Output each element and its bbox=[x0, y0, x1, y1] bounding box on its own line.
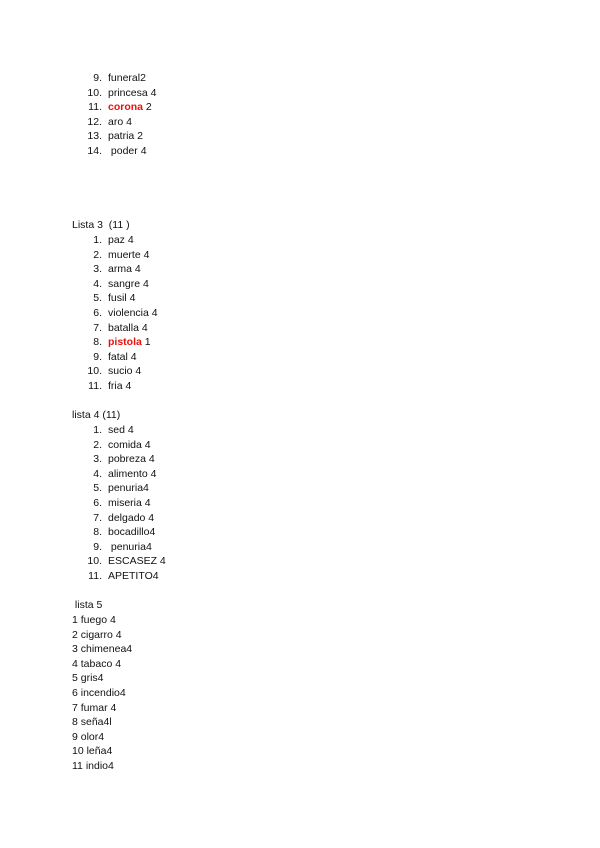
list-item-number: 4. bbox=[93, 467, 102, 480]
list-item-word: penuria4 bbox=[108, 482, 149, 495]
list-item bbox=[72, 233, 192, 248]
list-item: 9 olor4 bbox=[72, 730, 105, 743]
list-item-number: 2. bbox=[93, 438, 102, 451]
list-item: 5 gris4 bbox=[72, 672, 104, 685]
list-item-word: alimento 4 bbox=[108, 467, 157, 480]
list-item-number: 9. bbox=[93, 350, 102, 363]
list-item bbox=[72, 321, 192, 336]
list-item-word: muerte 4 bbox=[108, 248, 150, 261]
list-item bbox=[72, 540, 192, 555]
list-item-number: 10. bbox=[87, 86, 102, 99]
list-item-word: princesa 4 bbox=[108, 86, 157, 99]
list-item-text bbox=[108, 540, 152, 555]
list-item-text bbox=[108, 569, 159, 584]
list-item-word: comida 4 bbox=[108, 438, 151, 451]
list-item-word: bocadillo4 bbox=[108, 526, 156, 539]
list-item-number: 5. bbox=[93, 292, 102, 305]
list-item-text bbox=[108, 467, 156, 482]
list-item-number: 8. bbox=[93, 336, 102, 349]
list-item-word: fria 4 bbox=[108, 379, 132, 392]
list-item-word: paz 4 bbox=[108, 234, 134, 246]
list-item-text bbox=[108, 364, 141, 379]
list-item-word: miseria 4 bbox=[108, 496, 151, 509]
list-item bbox=[72, 496, 192, 511]
list-item-number: 11. bbox=[88, 569, 102, 582]
list-2-continuation bbox=[72, 71, 192, 159]
list-item-word: APETITO4 bbox=[108, 569, 159, 582]
list-item-text bbox=[108, 511, 154, 526]
list-item bbox=[72, 262, 192, 277]
list-item-word: delgado 4 bbox=[108, 511, 155, 524]
list-item-word: aro 4 bbox=[108, 115, 132, 128]
list-item-number: 4. bbox=[93, 277, 102, 290]
list-item: 8 seña4l bbox=[72, 716, 112, 729]
list-item-number: 6. bbox=[93, 496, 102, 509]
list-item-text bbox=[108, 100, 152, 115]
list-item-number: 10. bbox=[87, 365, 102, 378]
list-item: 3 chimenea4 bbox=[72, 643, 133, 656]
list-item bbox=[72, 350, 192, 365]
list-item bbox=[72, 481, 192, 496]
list-item-text bbox=[108, 233, 134, 248]
list-item-word: sangre 4 bbox=[108, 277, 149, 290]
list-item-number: 9. bbox=[93, 72, 102, 84]
list-item bbox=[72, 115, 192, 130]
list-item-text bbox=[108, 291, 135, 306]
list-item bbox=[72, 277, 192, 292]
list-item-text bbox=[108, 115, 132, 130]
list-item-text bbox=[108, 277, 149, 292]
list-5-heading: lista 5 bbox=[72, 599, 103, 611]
list-item-number: 13. bbox=[87, 130, 102, 143]
list-item-word: sucio 4 bbox=[108, 365, 142, 378]
list-item bbox=[72, 379, 192, 394]
list-item bbox=[72, 129, 192, 144]
list-item bbox=[72, 423, 192, 438]
highlighted-word: pistola bbox=[108, 336, 142, 349]
list-item-text bbox=[108, 248, 149, 263]
list-item-word: violencia 4 bbox=[108, 306, 158, 319]
list-item-number: 8. bbox=[93, 526, 102, 539]
list-item-number: 12. bbox=[87, 115, 102, 128]
list-item-number: 3. bbox=[93, 263, 102, 276]
list-item bbox=[72, 306, 192, 321]
list-item-number: 14. bbox=[87, 144, 102, 157]
list-item: 7 fumar 4 bbox=[72, 701, 117, 714]
list-item: 2 cigarro 4 bbox=[72, 628, 122, 641]
list-item-word: fatal 4 bbox=[108, 350, 137, 363]
list-5 bbox=[72, 613, 132, 774]
list-item-word: ESCASEZ 4 bbox=[108, 555, 166, 568]
list-item bbox=[72, 248, 192, 263]
list-item-word: arma 4 bbox=[108, 263, 141, 276]
list-item-number: 10. bbox=[87, 555, 102, 568]
list-item-text bbox=[108, 379, 131, 394]
list-item bbox=[72, 335, 192, 350]
list-item-number: 7. bbox=[93, 321, 102, 334]
list-item-text bbox=[108, 423, 134, 438]
highlighted-word: corona bbox=[108, 101, 144, 114]
list-item-score: 2 bbox=[143, 101, 152, 114]
list-item-word: patria 2 bbox=[108, 130, 144, 143]
list-4-heading: lista 4 (11) bbox=[72, 409, 121, 421]
list-item bbox=[72, 467, 192, 482]
list-item-text bbox=[108, 481, 149, 496]
list-item-text bbox=[108, 452, 155, 467]
list-item-text bbox=[108, 335, 151, 350]
list-item-word: penuria4 bbox=[108, 540, 152, 553]
list-item bbox=[72, 291, 192, 306]
list-item-number: 2. bbox=[93, 248, 102, 261]
list-item-number: 3. bbox=[93, 453, 102, 466]
list-item-text bbox=[108, 321, 148, 336]
list-3-heading: Lista 3 (11 ) bbox=[72, 219, 130, 231]
list-item-number: 11. bbox=[88, 101, 102, 114]
list-item: 6 incendio4 bbox=[72, 686, 126, 699]
list-item bbox=[72, 100, 192, 115]
list-item: 10 leña4 bbox=[72, 745, 113, 758]
list-item bbox=[72, 452, 192, 467]
list-item bbox=[72, 569, 192, 584]
list-item-word: batalla 4 bbox=[108, 321, 148, 334]
list-4 bbox=[72, 423, 192, 584]
list-item bbox=[72, 144, 192, 159]
list-item: 4 tabaco 4 bbox=[72, 657, 122, 670]
list-item-text bbox=[108, 129, 143, 144]
list-item-word: poder 4 bbox=[108, 144, 147, 157]
list-item-number: 9. bbox=[93, 540, 102, 553]
list-item bbox=[72, 554, 192, 569]
list-item-text bbox=[108, 86, 156, 101]
list-3 bbox=[72, 233, 192, 394]
list-item-word: pobreza 4 bbox=[108, 453, 155, 466]
list-item-word: fusil 4 bbox=[108, 292, 136, 305]
list-item-number: 5. bbox=[93, 482, 102, 495]
list-item bbox=[72, 511, 192, 526]
list-item: 11 indio4 bbox=[72, 759, 114, 772]
list-item: 1 fuego 4 bbox=[72, 614, 116, 626]
list-item bbox=[72, 71, 192, 86]
list-item-text bbox=[108, 306, 158, 321]
list-item-number: 7. bbox=[93, 511, 102, 524]
list-item bbox=[72, 86, 192, 101]
list-item-text bbox=[108, 554, 166, 569]
list-item-score: 1 bbox=[141, 336, 151, 349]
list-item-text bbox=[108, 262, 141, 277]
list-item-word: funeral2 bbox=[108, 72, 146, 84]
list-item-number: 11. bbox=[88, 379, 102, 392]
list-item-text bbox=[108, 144, 147, 159]
list-item bbox=[72, 525, 192, 540]
list-item-number: 1. bbox=[93, 424, 102, 436]
list-item-number: 6. bbox=[93, 306, 102, 319]
list-item-text bbox=[108, 525, 155, 540]
list-item-number: 1. bbox=[93, 234, 102, 246]
list-item bbox=[72, 364, 192, 379]
list-item bbox=[72, 438, 192, 453]
list-item-word: sed 4 bbox=[108, 424, 134, 436]
list-item-text bbox=[108, 496, 151, 511]
list-item-text bbox=[108, 438, 151, 453]
list-item-text bbox=[108, 350, 137, 365]
list-item-text bbox=[108, 71, 146, 86]
